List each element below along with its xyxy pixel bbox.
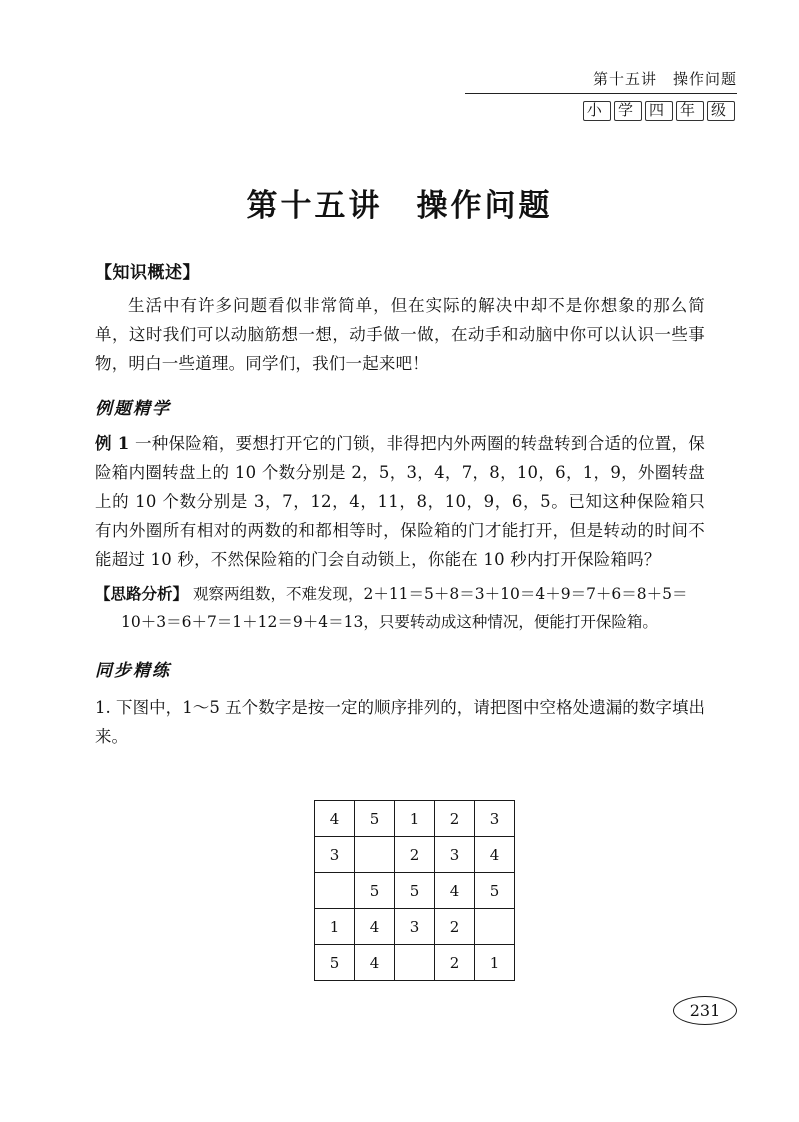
knowledge-overview-text: 生活中有许多问题看似非常简单，但在实际的解决中却不是你想象的那么简单，这时我们可以动脑筋想一想，动手做一做，在动手和动脑中你可以认识一些事物，明白一些道理。同学们，我们一起来吧！ bbox=[95, 296, 705, 373]
grid-cell-empty[interactable] bbox=[355, 837, 395, 873]
analysis-body: 观察两组数，不难发现，2＋11＝5＋8＝3＋10＝4＋9＝7＋6＝8＋5＝10＋3＝6＋7＝1＋12＝9＋4＝13，只要转动成这种情况，便能打开保险箱。 bbox=[121, 585, 688, 631]
grid-cell-empty[interactable] bbox=[315, 873, 355, 909]
grid-cell-empty[interactable] bbox=[395, 945, 435, 981]
grid-cell[interactable]: 4 bbox=[355, 909, 395, 945]
grid-cell[interactable]: 2 bbox=[435, 945, 475, 981]
grid-cell[interactable]: 5 bbox=[355, 801, 395, 837]
question-1-text: 1. 下图中，1～5 五个数字是按一定的顺序排列的，请把图中空格处遗漏的数字填出来。 bbox=[95, 698, 705, 746]
content-body bbox=[95, 258, 705, 751]
knowledge-overview-heading: 【知识概述】 bbox=[95, 263, 200, 283]
grid-cell[interactable]: 4 bbox=[475, 837, 515, 873]
number-grid bbox=[314, 800, 515, 981]
analysis-text-wrap bbox=[95, 580, 705, 636]
grid-cell[interactable]: 5 bbox=[355, 873, 395, 909]
header-divider bbox=[465, 93, 737, 94]
example-section-heading: 例题精学 bbox=[95, 399, 171, 419]
header-grade-char-3: 年 bbox=[676, 101, 704, 121]
header-grade-char-0: 小 bbox=[583, 101, 611, 121]
practice-section-heading: 同步精练 bbox=[95, 661, 171, 681]
number-grid-wrapper bbox=[314, 800, 515, 981]
grid-cell[interactable]: 4 bbox=[315, 801, 355, 837]
example-1-label: 例 1 bbox=[95, 434, 130, 453]
table-row bbox=[315, 945, 515, 981]
page-header bbox=[437, 68, 737, 121]
page-number: 231 bbox=[673, 996, 737, 1025]
grid-cell[interactable]: 3 bbox=[435, 837, 475, 873]
example-1-body: 一种保险箱，要想打开它的门锁，非得把内外两圈的转盘转到合适的位置，保险箱内圈转盘上的 10 个数分别是 2，5，3，4，7，8，10，6，1，9，外圈转盘上的 10 个数分别是 3，7，12，4，11，8，10，9，6，5。已知这种保险箱只有内外圈所有相对的两数的和都相等时，保险箱的门才能打开，但是转动的时间不能超过 10 秒，不然保险箱的门会自动锁上，你能在 10 秒内打开保险箱吗？ bbox=[95, 434, 705, 569]
example-1-text-wrap bbox=[95, 429, 705, 574]
grid-cell[interactable]: 2 bbox=[395, 837, 435, 873]
table-row bbox=[315, 801, 515, 837]
analysis-block bbox=[95, 580, 705, 636]
grid-cell[interactable]: 5 bbox=[475, 873, 515, 909]
grid-cell[interactable]: 1 bbox=[395, 801, 435, 837]
header-grade-char-1: 学 bbox=[614, 101, 642, 121]
header-chapter-title: 第十五讲 操作问题 bbox=[592, 70, 737, 88]
grid-cell-empty[interactable] bbox=[475, 909, 515, 945]
header-grade-label bbox=[437, 101, 737, 121]
grid-cell[interactable]: 5 bbox=[315, 945, 355, 981]
page-title: 第十五讲 操作问题 bbox=[246, 188, 553, 224]
table-row bbox=[315, 837, 515, 873]
grid-cell[interactable]: 2 bbox=[435, 801, 475, 837]
grid-cell[interactable]: 3 bbox=[395, 909, 435, 945]
grid-cell[interactable]: 1 bbox=[475, 945, 515, 981]
table-row bbox=[315, 909, 515, 945]
grid-cell[interactable]: 3 bbox=[315, 837, 355, 873]
grid-cell[interactable]: 1 bbox=[315, 909, 355, 945]
table-row bbox=[315, 873, 515, 909]
grid-cell[interactable]: 5 bbox=[395, 873, 435, 909]
header-grade-char-4: 级 bbox=[707, 101, 735, 121]
header-grade-char-2: 四 bbox=[645, 101, 673, 121]
grid-cell[interactable]: 4 bbox=[355, 945, 395, 981]
grid-cell[interactable]: 4 bbox=[435, 873, 475, 909]
analysis-label: 【思路分析】 bbox=[95, 584, 189, 603]
example-1 bbox=[95, 429, 705, 574]
grid-cell[interactable]: 2 bbox=[435, 909, 475, 945]
grid-cell[interactable]: 3 bbox=[475, 801, 515, 837]
